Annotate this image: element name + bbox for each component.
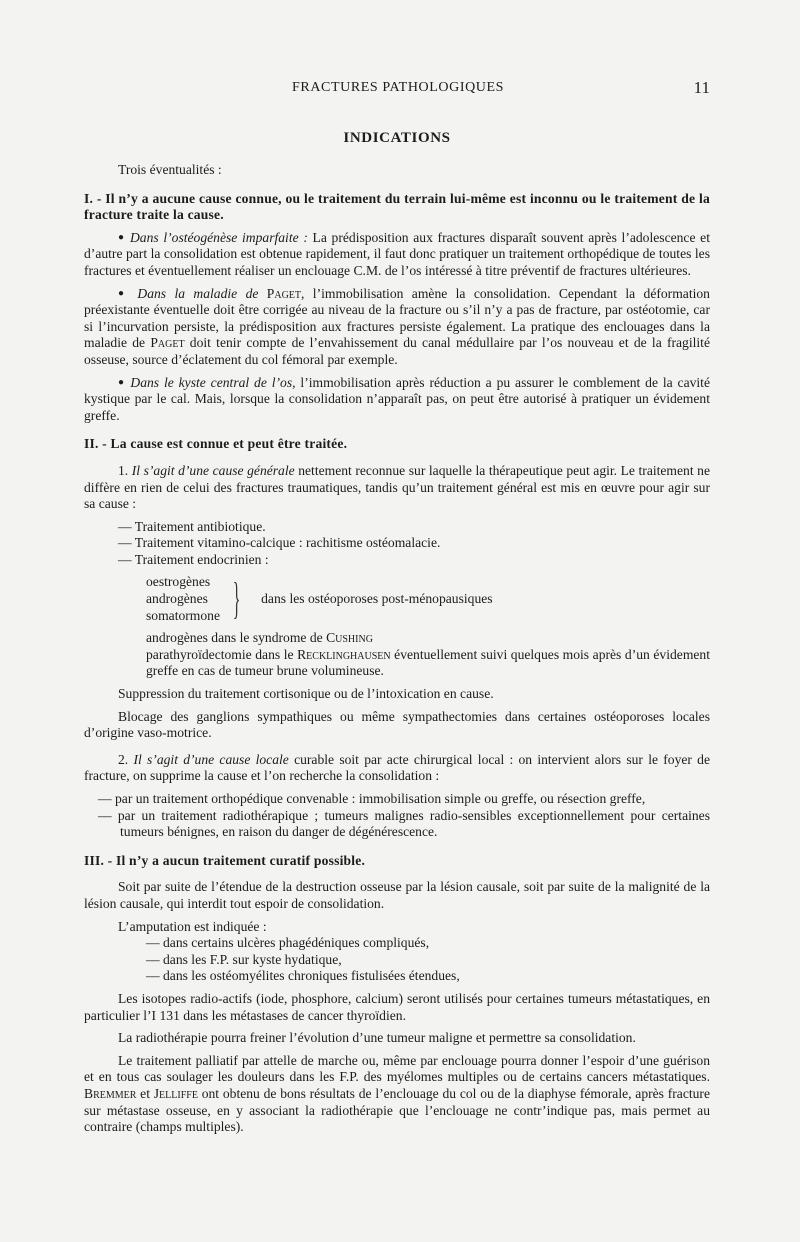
amputation-list (84, 935, 710, 985)
list-item: androgènes (146, 591, 208, 607)
isotopes-paragraph: Les isotopes radio-actifs (iode, phosphore, calcium) seront utilisés pour certaines tumeurs métastatiques, en particulier l’I 131 dans les métastases de cancer thyroïdien. (84, 990, 710, 1023)
body-text (84, 150, 710, 1136)
treatment-list (84, 519, 710, 569)
local-treatment-list (84, 791, 710, 841)
intro: Trois éventualités : (118, 162, 222, 177)
page-number: 11 (693, 78, 710, 97)
part1-paragraph-paget: ● Dans la maladie de Paget, l’immobilisation amène la consolidation. Cependant la déformation préexistante éventuelle doit être corrigée au niveau de la fracture ou s’il n’y a pas de fracture, par ostéotomie, car si l’incurvation persiste, la prédisposition aux fractures persiste également. La pratique des enclouages dans la maladie de Paget doit tenir compte de l’envahissement du canal médullaire par l’os nouveau et de la fragilité osseuse, source d’éclatement du col fémoral par exemple. (84, 285, 710, 367)
hormone-group (146, 574, 710, 624)
hormone-list (146, 574, 220, 624)
blocage-paragraph: Blocage des ganglions sympathiques ou même sympathectomies dans certaines ostéoporoses locales d’origine vaso-motrice. (84, 708, 710, 741)
part2-paragraph-cause-generale: 1. Il s’agit d’une cause générale nettement reconnue sur laquelle la thérapeutique peut agir. Le traitement ne diffère en rien de celui des fractures traumatiques, tandis qu’un traitement général est mis en œuvre pour agir sur sa cause : (84, 462, 710, 512)
list-item: — par un traitement orthopédique convenable : immobilisation simple ou greffe, ou résection greffe, (98, 791, 646, 806)
list-item: — Traitement antibiotique. (118, 518, 266, 534)
bullet-icon: ● (118, 287, 130, 299)
list-item: — Traitement vitamino-calcique : rachitisme ostéomalacie. (118, 535, 441, 551)
part1-paragraph-kyste: ● Dans le kyste central de l’os, l’immobilisation après réduction a pu assurer le comblement de la cavité kystique par le cal. Mais, lorsque la consolidation n’apparaît pas, on peut être autorisé à pratiquer un évidement greffe. (84, 374, 710, 423)
cushing-line: androgènes dans le syndrome de Cushing (146, 630, 373, 646)
suppression-paragraph: Suppression du traitement cortisonique ou de l’intoxication en cause. (118, 686, 494, 702)
list-item: somatormone (146, 607, 220, 623)
list-item: — dans les F.P. sur kyste hydatique, (146, 951, 342, 967)
part3-paragraph-destruction: Soit par suite de l’étendue de la destruction osseuse par la lésion causale, soit par suite de la malignité de la lésion causale, qui interdit tout espoir de consolidation. (84, 879, 710, 911)
bullet-icon: ● (118, 231, 126, 243)
part3-heading: III. - Il n’y a aucun traitement curatif possible. (84, 852, 366, 868)
parathyroid-paragraph: parathyroïdectomie dans le Recklinghausen éventuellement suivi quelques mois après d’un évidement greffe en cas de tumeur brune volumineuse. (146, 646, 711, 679)
list-item: — dans les ostéomyélites chroniques fistulisées étendues, (146, 968, 460, 984)
list-item: — par un traitement radiothérapique ; tumeurs malignes radio-sensibles exceptionnellement pour certaines tumeurs bénignes, en raison du danger de dégénérescence. (98, 807, 710, 840)
brace-icon: } (232, 574, 241, 624)
part2-paragraph-cause-locale: 2. Il s’agit d’une cause locale curable soit par acte chirurgical local : on intervient alors sur le foyer de fracture, on supprime la cause et l’on recherche la consolidation : (84, 751, 711, 784)
running-head (84, 80, 710, 100)
list-item: — Traitement endocrinien : (118, 551, 269, 567)
part1-heading: I. - Il n’y a aucune cause connue, ou le traitement du terrain lui-même est inconnu ou le traitement de la fracture traite la cause. (84, 190, 710, 223)
running-title: FRACTURES PATHOLOGIQUES (292, 80, 505, 95)
amputation-paragraph: L’amputation est indiquée : (118, 918, 267, 934)
hormone-note: dans les ostéoporoses post-ménopausiques (261, 591, 493, 607)
palliative-paragraph: Le traitement palliatif par attelle de marche ou, même par enclouage pourra donner l’espoir d’une guérison et en tous cas soulager les douleurs dans les F.P. des myélomes multiples ou de certains cancers métastatiques. Bremmer et Jelliffe ont obtenu de bons résultats de l’enclouage du col ou de la diaphyse fémorale, après fracture sur métastase osseuse, en y associant la radiothérapie que l’enclouage ne contr’indique pas, mais permet au contraire (champs multiples). (84, 1052, 710, 1135)
radiotherapy-paragraph: La radiothérapie pourra freiner l’évolution d’une tumeur maligne et permettre sa consolidation. (118, 1030, 636, 1046)
part2-heading: II. - La cause est connue et peut être traitée. (84, 436, 348, 452)
bullet-icon: ● (118, 376, 126, 388)
list-item: oestrogènes (146, 574, 211, 590)
section-title: INDICATIONS (343, 130, 451, 146)
list-item: — dans certains ulcères phagédéniques compliqués, (146, 935, 430, 951)
part1-paragraph-osteogenese: ● Dans l’ostéogénèse imparfaite : La prédisposition aux fractures disparaît souvent après l’adolescence et d’autre part la consolidation est obtenue rapidement, il faut donc pratiquer un traitement orthopédique de toutes les fractures et éventuellement réaliser un enclouage C.M. de l’os intéressé à titre préventif de fractures ultérieures. (84, 229, 710, 278)
